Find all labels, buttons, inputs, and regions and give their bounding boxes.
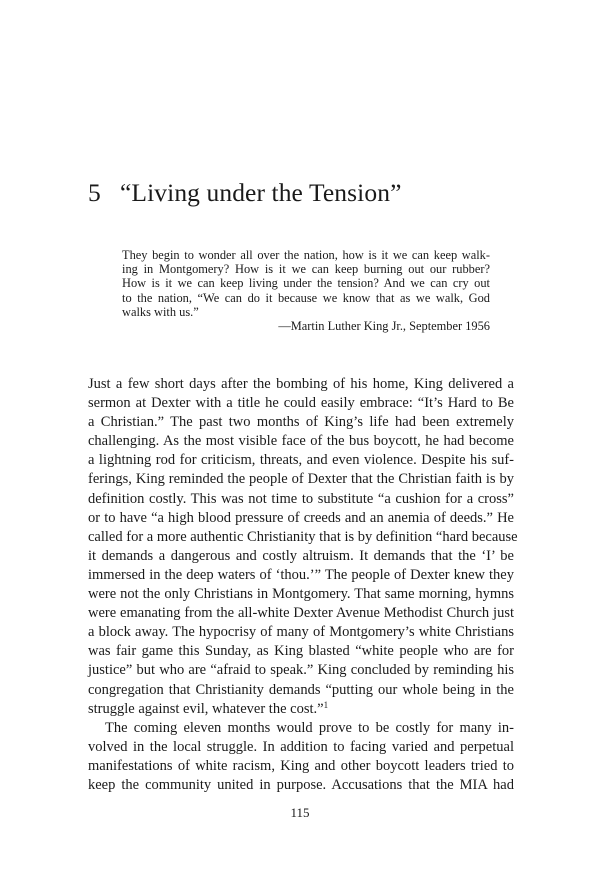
text-line-content: struggle against evil, whatever the cost.” [88, 700, 324, 717]
chapter-number: 5 [88, 178, 101, 207]
epigraph-attribution: —Martin Luther King Jr., September 1956 [278, 319, 490, 334]
page-number: 115 [290, 805, 310, 820]
text-line: immersed in the deep waters of ‘thou.’” The people of Dexter knew they [88, 566, 514, 583]
epigraph-line: How is it we can keep living under the tension? And we can cry out [122, 276, 490, 291]
chapter-title: “Living under the Tension” [120, 178, 402, 207]
text-line: a lightning rod for criticism, threats, and even violence. Despite his suf- [88, 452, 514, 469]
paragraph-2 [88, 719, 514, 795]
text-line: or to have “a high blood pressure of creeds and an anemia of deeds.” He [88, 509, 514, 526]
text-line: justice” but who are “afraid to speak.” King concluded by reminding his [88, 662, 514, 679]
epigraph-line: to the nation, “We can do it because we know that as we walk, God [122, 290, 490, 305]
text-line: sermon at Dexter with a title he could easily embrace: “It’s Hard to Be [88, 395, 514, 412]
epigraph [122, 248, 490, 333]
epigraph-line: walks with us.” [122, 304, 199, 319]
text-line: were emanating from the all-white Dexter Avenue Methodist Church just [88, 605, 514, 622]
text-line: congregation that Christianity demands “putting our whole being in the [88, 681, 514, 698]
epigraph-line: They begin to wonder all over the nation, how is it we can keep walk- [122, 248, 490, 262]
text-line: were not the only Christians in Montgomery. That same morning, hymns [88, 586, 514, 603]
text-line: keep the community united in purpose. Accusations that the MIA had [88, 776, 514, 793]
text-line: volved in the local struggle. In addition to facing varied and perpetual [88, 738, 514, 755]
text-line: Just a few short days after the bombing of his home, King delivered a [88, 376, 514, 392]
text-line: The coming eleven months would prove to be costly for many in- [105, 719, 514, 736]
text-line: challenging. As the most visible face of the bus boycott, he had become [88, 433, 514, 450]
chapter-heading [88, 180, 401, 206]
footnote-marker[interactable]: 1 [323, 699, 329, 710]
text-line: called for a more authentic Christianity that is by definition “hard because [88, 528, 518, 545]
paragraph-1 [88, 375, 518, 719]
text-line: a block away. The hypocrisy of many of Montgomery’s white Christians [88, 624, 514, 641]
text-line: manifestations of white racism, King and other boycott leaders tried to [88, 757, 514, 774]
text-line: a Christian.” The past two months of King’s life had been extremely [88, 414, 514, 431]
text-line: definition costly. This was not time to substitute “a cushion for a cross” [88, 490, 514, 507]
text-line: ferings, King reminded the people of Dexter that the Christian faith is by [88, 471, 514, 488]
body-text [88, 375, 518, 795]
epigraph-line: ing in Montgomery? How is it we can keep burning out our rubber? [122, 262, 490, 277]
text-line [88, 700, 514, 719]
text-line: it demands a dangerous and costly altruism. It demands that the ‘I’ be [88, 547, 514, 564]
text-line: was fair game this Sunday, as King blasted “white people who are for [88, 643, 514, 660]
